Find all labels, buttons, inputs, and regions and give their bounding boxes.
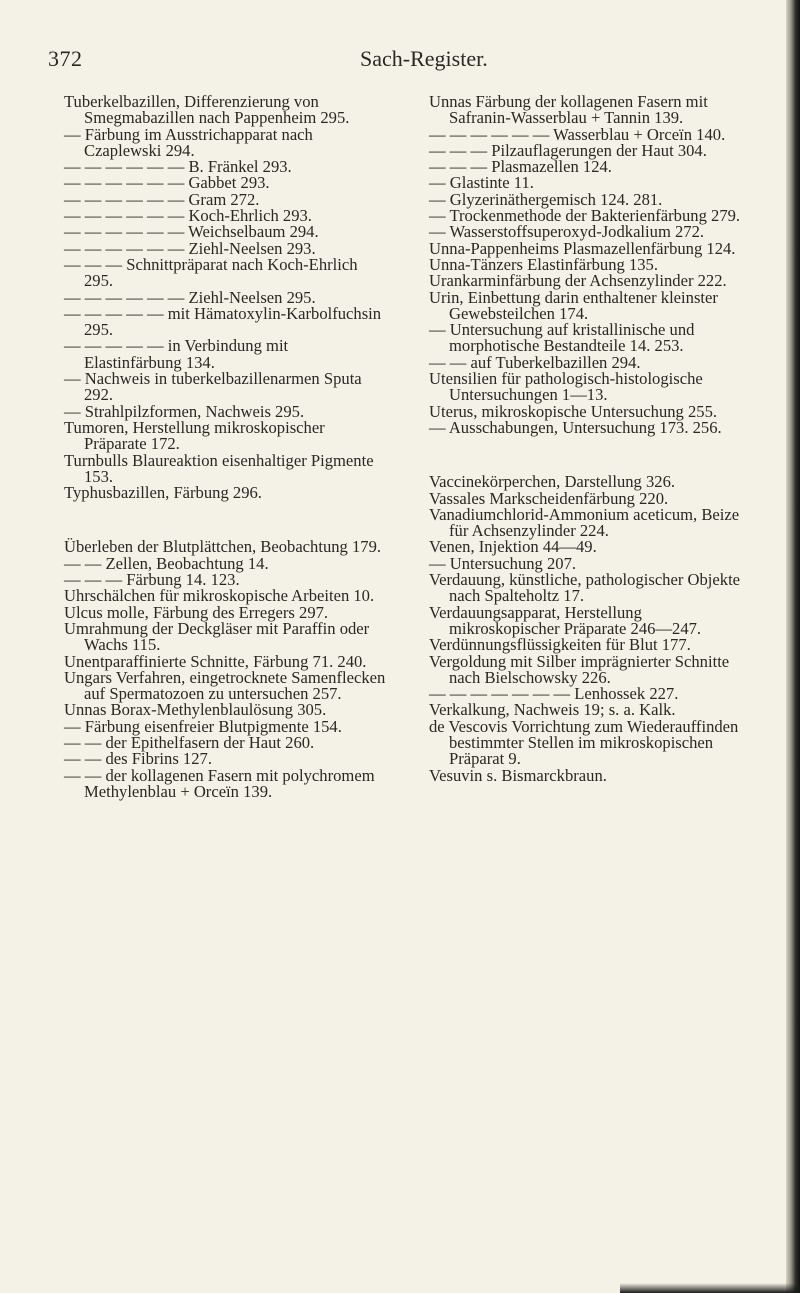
index-entry: Venen, Injektion 44—49. xyxy=(429,537,597,557)
index-entry: Umrahmung der Deckgläser mit Paraffin oder Wachs 115. xyxy=(64,618,370,655)
page-edge-shadow xyxy=(786,0,800,1293)
index-entry: — — — — — — Gram 272. xyxy=(64,189,260,209)
index-entry: Ungars Verfahren, eingetrocknete Samenflecken auf Spermatozoen zu untersuchen 257. xyxy=(64,667,386,704)
index-entry: Urankarminfärbung der Achsenzylinder 222. xyxy=(429,271,727,291)
index-entry: Tumoren, Herstellung mikroskopischer Präparate 172. xyxy=(64,417,325,454)
index-entry: Verdünnungsflüssigkeiten für Blut 177. xyxy=(429,635,691,655)
index-entry: Unnas Färbung der kollagenen Fasern mit Safranin-Wasserblau + Tannin 139. xyxy=(429,92,708,128)
index-entry: — — auf Tuberkelbazillen 294. xyxy=(429,352,641,372)
index-entry: — — — — — in Verbindung mit Elastinfärbung 134. xyxy=(64,336,289,372)
index-entry: — — — — — — — Lenhossek 227. xyxy=(429,684,679,704)
index-entry: Verkalkung, Nachweis 19; s. a. Kalk. xyxy=(429,700,676,720)
index-entry: — — — — — — Gabbet 293. xyxy=(64,173,270,193)
index-entry: Unentparaffinierte Schnitte, Färbung 71. 240. xyxy=(64,651,367,671)
index-entry: — — der kollagenen Fasern mit polychromem Methylenblau + Orceïn 139. xyxy=(64,765,375,801)
index-entry: — — — Pilzauflagerungen der Haut 304. xyxy=(429,140,707,160)
index-entry: — Untersuchung auf kristallinische und morphotische Bestandteile 14. 253. xyxy=(429,320,695,356)
index-entry: — — der Epithelfasern der Haut 260. xyxy=(64,732,315,752)
index-entry: Typhusbazillen, Färbung 296. xyxy=(64,483,262,503)
index-entry: — Färbung im Ausstrichapparat nach Czaplewski 294. xyxy=(64,124,313,160)
page-number: 372 xyxy=(48,46,83,71)
index-entry: Vanadiumchlorid-Ammonium aceticum, Beize für Achsenzylinder 224. xyxy=(429,504,740,541)
index-entry: — — — Schnittpräparat nach Koch-Ehrlich 295. xyxy=(64,254,358,291)
index-entry: Uterus, mikroskopische Untersuchung 255. xyxy=(429,401,718,421)
index-entry: — — — — — — Koch-Ehrlich 293. xyxy=(64,206,312,226)
bottom-edge-shadow xyxy=(620,1283,800,1293)
index-entry: — — — — — mit Hämatoxylin-Karbolfuchsin 295. xyxy=(64,303,382,340)
index-entry: — Glyzerinäthergemisch 124. 281. xyxy=(429,189,663,209)
index-entry: — — — — — — Weichselbaum 294. xyxy=(64,222,319,242)
running-title: Sach-Register. xyxy=(360,46,488,71)
index-entry: Utensilien für pathologisch-histologische Untersuchungen 1—13. xyxy=(429,369,703,405)
index-entry: Unna-Pappenheims Plasmazellenfärbung 124. xyxy=(429,238,736,258)
index-entry: — — — Plasmazellen 124. xyxy=(429,157,612,177)
index-entry: Tuberkelbazillen, Differenzierung von Smegmabazillen nach Pappenheim 295. xyxy=(64,92,350,128)
index-entry: Turnbulls Blaureaktion eisenhaltiger Pigmente 153. xyxy=(64,450,374,486)
index-entry: Urin, Einbettung darin enthaltener kleinster Gewebsteilchen 174. xyxy=(429,287,718,323)
page-header xyxy=(0,46,786,76)
index-entry: — — — — — — Wasserblau + Orceïn 140. xyxy=(429,124,726,144)
index-entry: — — — — — — Ziehl-Neelsen 293. xyxy=(64,238,316,258)
index-column-left xyxy=(64,94,389,800)
index-entry: Verdauung, künstliche, pathologischer Objekte nach Spalteholtz 17. xyxy=(429,570,741,606)
index-entry: — Wasserstoffsuperoxyd-Jodkalium 272. xyxy=(429,222,705,242)
index-entry: — Trockenmethode der Bakterienfärbung 279. xyxy=(429,206,741,226)
index-entry: — Nachweis in tuberkelbazillenarmen Sputa 292. xyxy=(64,369,362,405)
section-gap xyxy=(429,436,754,474)
index-entry: Verdauungsapparat, Herstellung mikroskopischer Präparate 246—247. xyxy=(429,602,702,638)
index-entry: — — — — — — Ziehl-Neelsen 295. xyxy=(64,287,316,307)
index-entry: Unna-Tänzers Elastinfärbung 135. xyxy=(429,254,659,274)
index-entry: Vergoldung mit Silber imprägnierter Schnitte nach Bielschowsky 226. xyxy=(429,651,730,687)
index-entry: Vaccinekörperchen, Darstellung 326. xyxy=(429,472,676,492)
index-entry: Vesuvin s. Bismarckbraun. xyxy=(429,765,607,785)
index-column-right xyxy=(429,94,754,784)
index-entry: Vassales Markscheidenfärbung 220. xyxy=(429,488,669,508)
index-entry: — Glastinte 11. xyxy=(429,173,534,193)
index-entry: de Vescovis Vorrichtung zum Wiederauffinden bestimmter Stellen im mikroskopischen Präparat 9. xyxy=(429,716,739,769)
index-entry: — — Zellen, Beobachtung 14. xyxy=(64,553,269,573)
index-entry: — — — — — — B. Fränkel 293. xyxy=(64,157,292,177)
index-entry: — — des Fibrins 127. xyxy=(64,749,212,769)
index-entry: — — — Färbung 14. 123. xyxy=(64,570,240,590)
index-entry: — Untersuchung 207. xyxy=(429,553,577,573)
section-gap xyxy=(64,501,389,539)
index-entry: — Färbung eisenfreier Blutpigmente 154. xyxy=(64,716,342,736)
index-entry: — Ausschabungen, Untersuchung 173. 256. xyxy=(429,417,722,437)
index-entry: Uhrschälchen für mikroskopische Arbeiten 10. xyxy=(64,586,375,606)
index-entry: Überleben der Blutplättchen, Beobachtung 179. xyxy=(64,537,382,557)
index-entry: Unnas Borax-Methylenblaulösung 305. xyxy=(64,700,327,720)
index-entry: Ulcus molle, Färbung des Erregers 297. xyxy=(64,602,329,622)
index-entry: — Strahlpilzformen, Nachweis 295. xyxy=(64,401,305,421)
